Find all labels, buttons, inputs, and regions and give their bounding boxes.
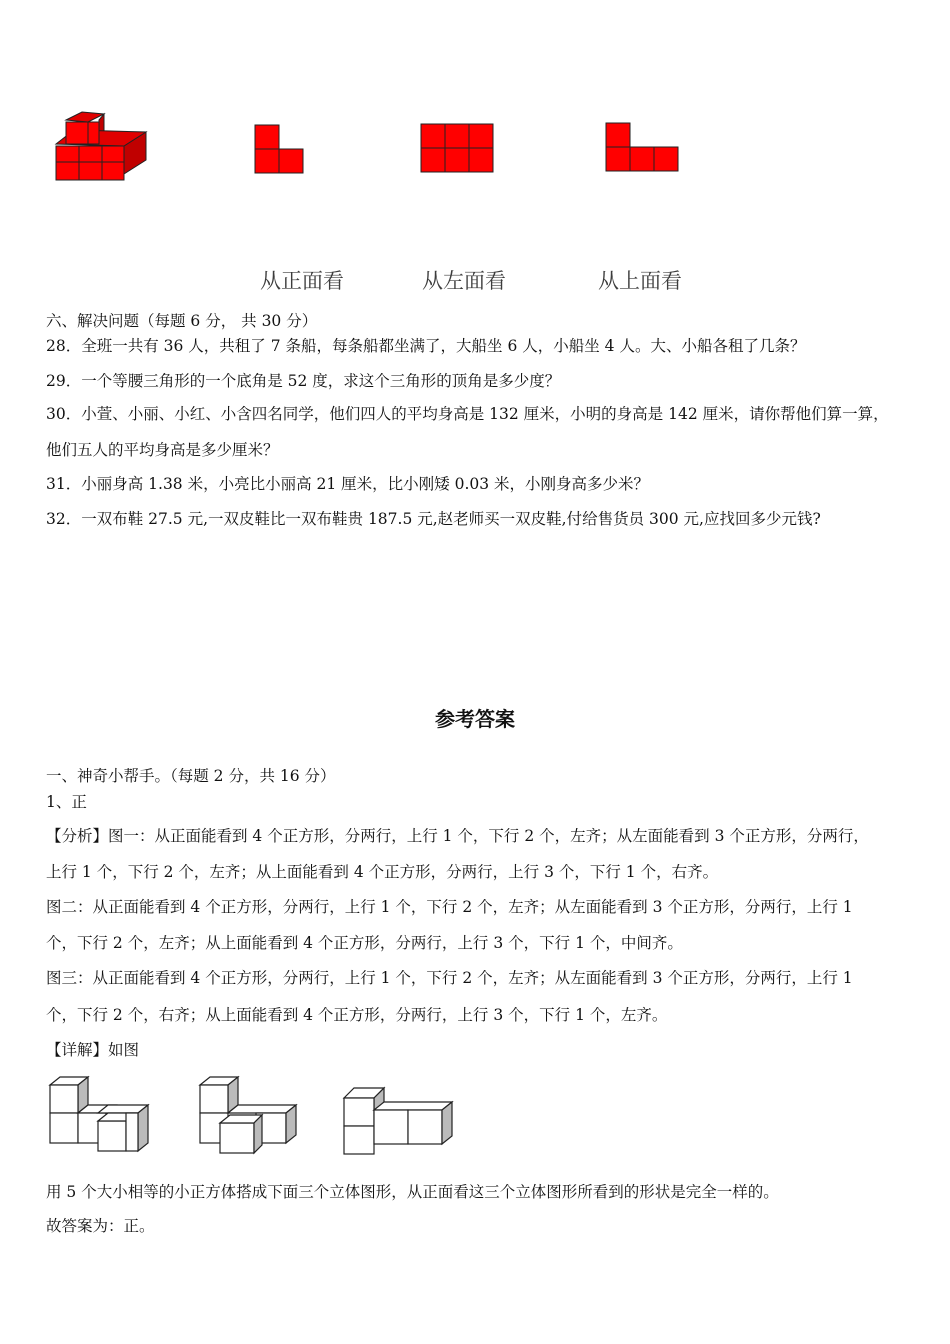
- view-label-top: 从上面看: [598, 269, 682, 293]
- answer-solid-figure-2: [198, 1073, 304, 1157]
- answer-conclusion: 用 5 个大小相等的小正方体搭成下面三个立体图形，从正面看这三个立体图形所看到的形状是完全一样的。: [46, 1183, 779, 1201]
- answers-title: 参考答案: [435, 707, 515, 731]
- analysis-line-2: 上行 1 个，下行 2 个，左齐；从上面能看到 4 个正方形，分两行，上行 3 个，下行 1 个，右齐。: [46, 863, 719, 881]
- detail-label: 【详解】如图: [46, 1041, 140, 1059]
- analysis-line-4: 个，下行 2 个，左齐；从上面能看到 4 个正方形，分两行，上行 3 个，下行 1 个，中间齐。: [46, 934, 683, 952]
- answer-solid-figure-3: [342, 1078, 456, 1158]
- analysis-line-5: 图三：从正面能看到 4 个正方形，分两行，上行 1 个，下行 2 个，左齐；从左面能看到 3 个正方形，分两行，上行 1: [46, 969, 853, 987]
- analysis-line-6: 个，下行 2 个，右齐；从上面能看到 4 个正方形，分两行，上行 3 个，下行 1 个，左齐。: [46, 1006, 668, 1024]
- question-31: 31．小丽身高 1.38 米，小亮比小丽高 21 厘米，比小刚矮 0.03 米，小刚身高多少米？: [46, 475, 650, 493]
- answer-final: 故答案为：正。: [46, 1217, 155, 1235]
- question-30-line2: 他们五人的平均身高是多少厘米？: [46, 441, 279, 459]
- left-view-shape: [420, 123, 496, 175]
- answers-section1-heading: 一、神奇小帮手。（每题 2 分，共 16 分）: [46, 767, 336, 785]
- question-28: 28．全班一共有 36 人，共租了 7 条船，每条船都坐满了，大船坐 6 人，小船坐 4 人。大、小船各租了几条？: [46, 337, 806, 355]
- front-view-shape: [254, 124, 306, 176]
- analysis-line-3: 图二：从正面能看到 4 个正方形，分两行，上行 1 个，下行 2 个，左齐；从左面能看到 3 个正方形，分两行，上行 1: [46, 898, 853, 916]
- red-cube-solid-figure: [52, 108, 152, 184]
- view-label-left: 从左面看: [422, 269, 506, 293]
- question-30-line1: 30．小萱、小丽、小红、小含四名同学，他们四人的平均身高是 132 厘米，小明的身高是 142 厘米，请你帮他们算一算，: [46, 405, 889, 423]
- answer-1: 1、正: [46, 793, 87, 811]
- question-29: 29．一个等腰三角形的一个底角是 52 度，求这个三角形的顶角是多少度？: [46, 372, 561, 390]
- analysis-line-1: 【分析】图一：从正面能看到 4 个正方形，分两行，上行 1 个，下行 2 个，左齐；从左面能看到 3 个正方形，分两行，: [46, 827, 869, 845]
- answer-solid-figure-1: [48, 1073, 154, 1157]
- top-view-shape: [605, 122, 681, 174]
- question-32: 32．一双布鞋 27.5 元,一双皮鞋比一双布鞋贵 187.5 元,赵老师买一双皮鞋,付给售货员 300 元,应找回多少元钱?: [46, 510, 821, 528]
- view-label-front: 从正面看: [260, 269, 344, 293]
- section6-heading: 六、解决问题（每题 6 分， 共 30 分）: [46, 312, 318, 330]
